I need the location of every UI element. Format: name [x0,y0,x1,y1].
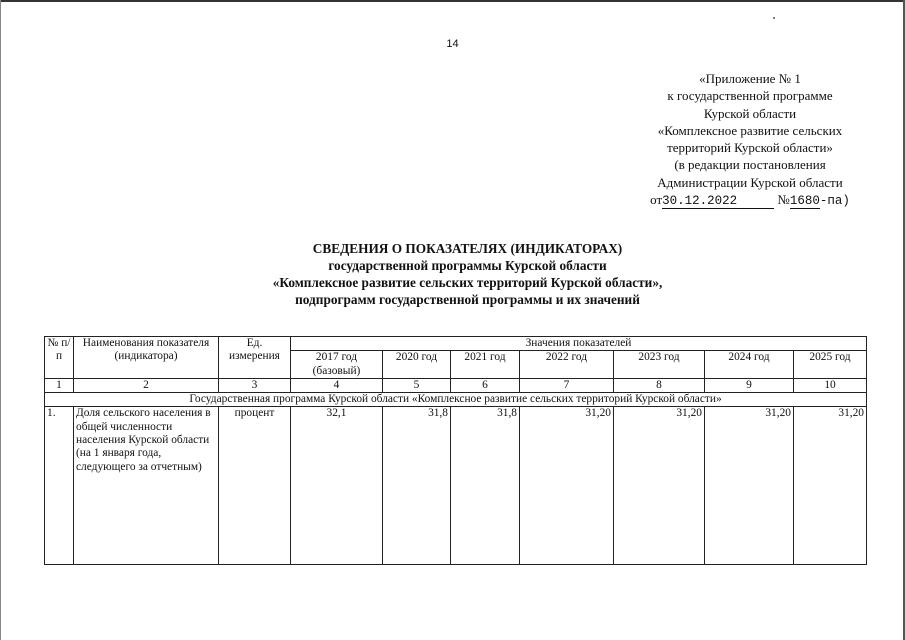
appendix-line: «Приложение № 1 [699,71,801,86]
row-value: 31,20 [520,407,614,565]
header-year: 2021 год [451,351,520,379]
resolution-date: 30.12.2022 [662,195,774,209]
appendix-line: «Комплексное развитие сельских [657,122,843,138]
row-value: 31,20 [705,407,794,565]
column-number: 3 [219,378,291,392]
number-prefix: № [777,192,790,208]
title-line: «Комплексное развитие сельских территорий Курской области», [272,275,663,290]
appendix-header [585,70,905,210]
header-num: № п/п [45,337,74,379]
header-name: Наименования показателя (индикатора) [74,337,219,379]
appendix-date-line [585,191,905,210]
title-line: подпрограмм государственной программы и их значений [295,292,640,307]
row-value: 31,8 [451,407,520,565]
document-title [0,240,905,308]
page-edge-left [0,0,1,640]
row-num: 1. [45,407,74,565]
scan-speck [773,17,775,19]
appendix-line: Курской области [703,105,797,121]
header-year: 2024 год [705,351,794,379]
indicators-table [44,336,867,565]
column-number: 5 [383,378,451,392]
table-row [45,407,867,565]
column-number: 6 [451,378,520,392]
column-number: 9 [705,378,794,392]
number-suffix: -па) [819,194,850,209]
title-line: государственной программы Курской области [328,258,607,273]
column-number: 4 [291,378,383,392]
resolution-number: 1680 [789,194,820,209]
row-value: 31,20 [794,407,867,565]
page-edge-top [0,0,905,2]
section-title: Государственная программа Курской области «Комплексное развитие сельских территорий Курской области» [45,393,867,407]
row-value: 31,20 [614,407,705,565]
column-number: 8 [614,378,705,392]
row-name: Доля сельского населения в общей численности населения Курской области (на 1 января года, следующего за отчетным) [74,407,219,565]
row-value: 31,8 [383,407,451,565]
header-year: 2020 год [383,351,451,379]
column-number: 2 [74,378,219,392]
header-values-group: Значения показателей [291,337,867,351]
date-prefix: от [650,192,663,208]
title-line: СВЕДЕНИЯ О ПОКАЗАТЕЛЯХ (ИНДИКАТОРАХ) [312,241,623,256]
header-year: 2025 год [794,351,867,379]
column-number: 7 [520,378,614,392]
page-number: 14 [446,38,459,50]
header-year: 2023 год [614,351,705,379]
header-year: 2017 год (базовый) [291,351,383,379]
appendix-line: территорий Курской области» [667,140,833,156]
column-number: 10 [794,378,867,392]
header-year: 2022 год [520,351,614,379]
row-value: 32,1 [291,407,383,565]
appendix-line: (в редакции постановления [674,157,826,173]
column-number: 1 [45,378,74,392]
appendix-line: к государственной программе [667,88,833,104]
header-unit: Ед. измерения [219,337,291,379]
appendix-line: Администрации Курской области [657,174,843,190]
row-unit: процент [219,407,291,565]
